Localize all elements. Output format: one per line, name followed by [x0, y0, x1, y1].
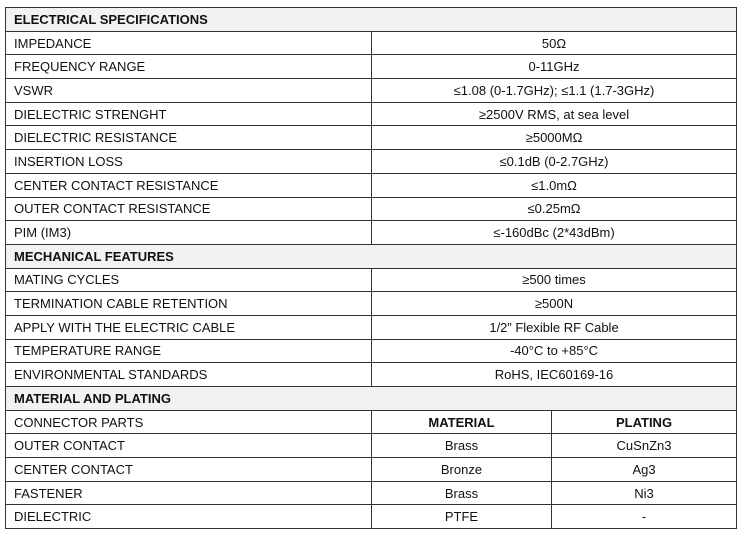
table-row	[6, 458, 737, 482]
table-row	[6, 292, 737, 316]
column-header-plating: PLATING	[552, 410, 737, 434]
part-plating: Ni3	[552, 481, 737, 505]
table-row	[6, 150, 737, 174]
table-row	[6, 197, 737, 221]
part-plating: Ag3	[552, 458, 737, 482]
table-row	[6, 505, 737, 529]
section-header-material	[6, 387, 737, 411]
spec-label: DIELECTRIC RESISTANCE	[6, 126, 372, 150]
table-row	[6, 79, 737, 103]
spec-value: ≥500 times	[372, 268, 737, 292]
spec-label: INSERTION LOSS	[6, 150, 372, 174]
spec-value: ≤1.0mΩ	[372, 173, 737, 197]
table-row	[6, 363, 737, 387]
part-name: FASTENER	[6, 481, 372, 505]
part-material: Bronze	[372, 458, 552, 482]
column-header-parts: CONNECTOR PARTS	[6, 410, 372, 434]
spec-value: 50Ω	[372, 31, 737, 55]
column-header-material: MATERIAL	[372, 410, 552, 434]
spec-value: -40°C to +85°C	[372, 339, 737, 363]
spec-label: OUTER CONTACT RESISTANCE	[6, 197, 372, 221]
table-row	[6, 173, 737, 197]
table-row	[6, 481, 737, 505]
section-title: MATERIAL AND PLATING	[6, 387, 737, 411]
specifications-table	[5, 7, 737, 529]
spec-label: VSWR	[6, 79, 372, 103]
spec-label: APPLY WITH THE ELECTRIC CABLE	[6, 315, 372, 339]
spec-label: FREQUENCY RANGE	[6, 55, 372, 79]
spec-value: ≥500N	[372, 292, 737, 316]
part-name: OUTER CONTACT	[6, 434, 372, 458]
spec-value: ≤1.08 (0-1.7GHz); ≤1.1 (1.7-3GHz)	[372, 79, 737, 103]
table-row	[6, 434, 737, 458]
table-row	[6, 315, 737, 339]
spec-label: PIM (IM3)	[6, 221, 372, 245]
part-name: DIELECTRIC	[6, 505, 372, 529]
table-row	[6, 102, 737, 126]
section-title: MECHANICAL FEATURES	[6, 244, 737, 268]
table-row	[6, 126, 737, 150]
spec-value: ≤-160dBc (2*43dBm)	[372, 221, 737, 245]
part-material: Brass	[372, 434, 552, 458]
spec-label: CENTER CONTACT RESISTANCE	[6, 173, 372, 197]
spec-value: ≤0.1dB (0-2.7GHz)	[372, 150, 737, 174]
table-row	[6, 31, 737, 55]
spec-label: ENVIRONMENTAL STANDARDS	[6, 363, 372, 387]
part-material: PTFE	[372, 505, 552, 529]
spec-label: IMPEDANCE	[6, 31, 372, 55]
table-row	[6, 221, 737, 245]
spec-value: ≥5000MΩ	[372, 126, 737, 150]
table-row	[6, 339, 737, 363]
spec-label: TERMINATION CABLE RETENTION	[6, 292, 372, 316]
part-material: Brass	[372, 481, 552, 505]
part-plating: -	[552, 505, 737, 529]
spec-value: ≤0.25mΩ	[372, 197, 737, 221]
table-row	[6, 268, 737, 292]
spec-label: DIELECTRIC STRENGHT	[6, 102, 372, 126]
section-header-electrical	[6, 8, 737, 32]
section-header-mechanical	[6, 244, 737, 268]
material-header-row	[6, 410, 737, 434]
spec-value: RoHS, IEC60169-16	[372, 363, 737, 387]
part-name: CENTER CONTACT	[6, 458, 372, 482]
part-plating: CuSnZn3	[552, 434, 737, 458]
spec-value: 1/2” Flexible RF Cable	[372, 315, 737, 339]
spec-label: MATING CYCLES	[6, 268, 372, 292]
spec-value: ≥2500V RMS, at sea level	[372, 102, 737, 126]
spec-value: 0-11GHz	[372, 55, 737, 79]
table-row	[6, 55, 737, 79]
section-title: ELECTRICAL SPECIFICATIONS	[6, 8, 737, 32]
spec-label: TEMPERATURE RANGE	[6, 339, 372, 363]
